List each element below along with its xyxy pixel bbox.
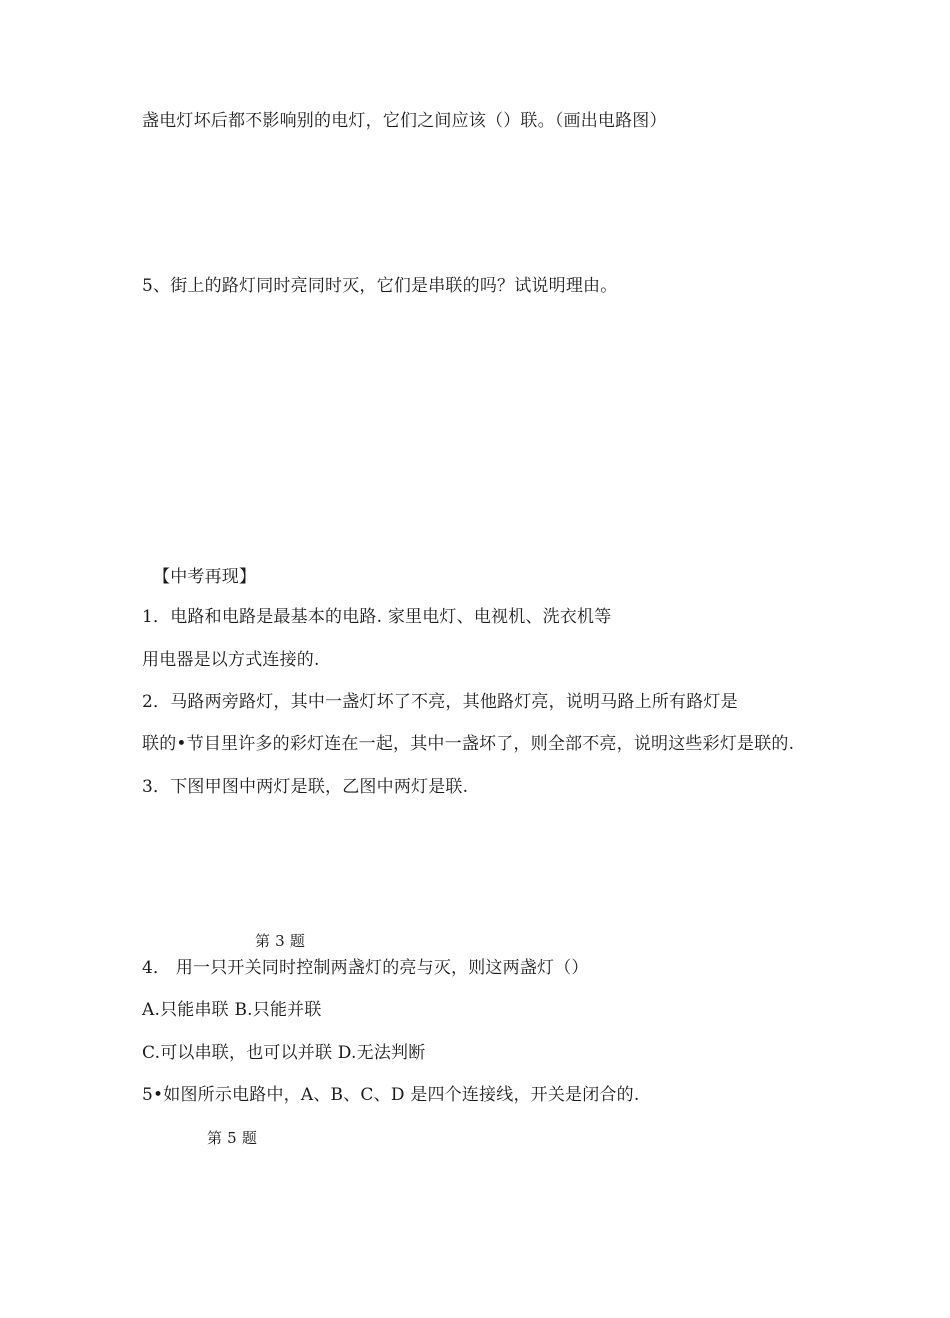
- question-2-line-1: 2．马路两旁路灯，其中一盏灯坏了不亮，其他路灯亮，说明马路上所有路灯是: [142, 692, 738, 712]
- question-4-options-ab: A.只能串联 B.只能并联: [142, 1000, 322, 1020]
- question-street-lights: 5、街上的路灯同时亮同时灭，它们是串联的吗？试说明理由。: [142, 276, 618, 296]
- text-line-lamp-connection: 盏电灯坏后都不影响别的电灯，它们之间应该（）联。（画出电路图）: [142, 111, 667, 131]
- figure-5-caption: 第 5 题: [207, 1129, 258, 1147]
- question-3: 3．下图甲图中两灯是联，乙图中两灯是联.: [142, 777, 469, 797]
- question-1-line-1: 1．电路和电路是最基本的电路. 家里电灯、电视机、洗衣机等: [142, 607, 612, 627]
- question-4-options-cd: C.可以串联，也可以并联 D.无法判断: [142, 1043, 426, 1063]
- question-2-line-2: 联的•节目里许多的彩灯连在一起，其中一盏坏了，则全部不亮，说明这些彩灯是联的.: [142, 734, 795, 754]
- figure-3-caption: 第 3 题: [255, 932, 306, 950]
- question-5: 5•如图所示电路中，A、B、C、D 是四个连接线，开关是闭合的.: [142, 1085, 640, 1105]
- question-1-line-2: 用电器是以方式连接的.: [142, 650, 320, 670]
- question-4: 4． 用一只开关同时控制两盏灯的亮与灭，则这两盏灯（）: [142, 958, 589, 978]
- section-heading: 【中考再现】: [153, 567, 257, 587]
